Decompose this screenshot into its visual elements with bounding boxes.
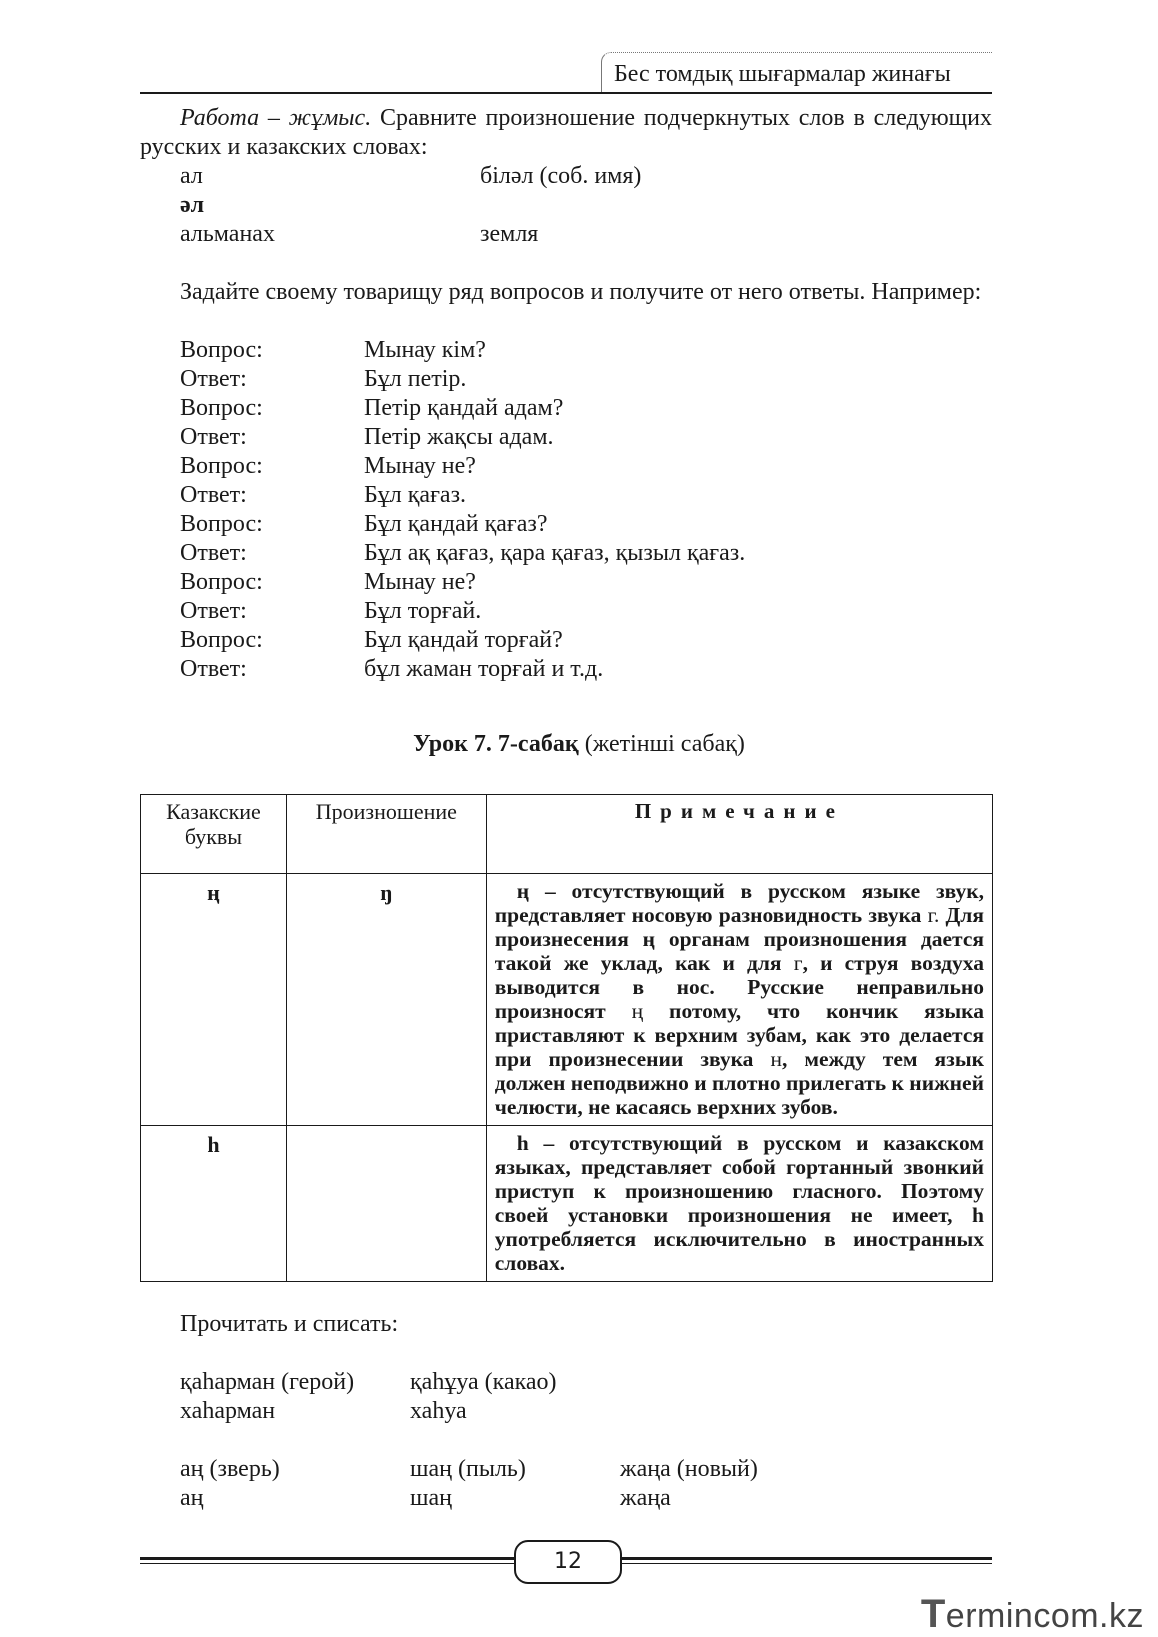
- word-left: әл: [180, 192, 205, 218]
- table-row: [141, 1126, 993, 1282]
- running-header-title: Бес томдық шығармалар жинағы: [614, 61, 951, 87]
- dialog-line: Мынау кім?: [364, 337, 486, 363]
- table-cell-pron: [286, 1126, 486, 1282]
- watermark-initial: T: [920, 1592, 946, 1636]
- table-cell-pron: ŋ: [286, 874, 486, 1126]
- dialog-line: Бұл қағаз.: [364, 482, 467, 508]
- dialog-line: Петір қандай адам?: [364, 395, 564, 421]
- watermark-logo: [921, 1592, 1144, 1637]
- word-right: земля: [480, 221, 539, 247]
- dialog-line: бұл жаман торғай и т.д.: [364, 656, 604, 682]
- desc-text: потому, что кончик языка приставляют к верхним зубам, как это делается при произнесении звука: [494, 999, 984, 1071]
- watermark-text: ermincom.kz: [945, 1597, 1144, 1635]
- task-paragraph: [140, 278, 992, 307]
- read-word: аң: [180, 1485, 204, 1511]
- intro-italic: Работа – жұмыс.: [180, 105, 372, 131]
- read-word: шаң (пыль): [410, 1456, 526, 1482]
- dialog-line: Петір жақсы адам.: [364, 424, 554, 450]
- dialog-role: Ответ:: [180, 366, 247, 392]
- page-number: 12: [514, 1540, 622, 1584]
- table-cell-desc: [486, 1126, 992, 1282]
- dialog-line: Мынау не?: [364, 453, 476, 479]
- word-left: альманах: [180, 221, 275, 247]
- dialog-role: Вопрос:: [180, 627, 263, 653]
- read-word: хаһуа: [410, 1398, 467, 1424]
- lesson-heading-bold: Урок 7. 7-сабақ: [413, 731, 579, 757]
- read-word: жаңа (новый): [620, 1456, 758, 1482]
- table-header: Примечание: [486, 795, 992, 874]
- read-word: хаһарман: [180, 1398, 276, 1424]
- table-cell-letter: ң: [141, 874, 287, 1126]
- dialog-line: Бұл торғай.: [364, 598, 482, 624]
- dialog-role: Ответ:: [180, 598, 247, 624]
- dialog-role: Вопрос:: [180, 453, 263, 479]
- table-header: Казакские буквы: [141, 795, 287, 874]
- desc-text: ң – отсутствующий в русском языке звук, представляет носовую разновидность звука: [494, 879, 984, 927]
- dialog-role: Ответ:: [180, 482, 247, 508]
- read-word: жаңа: [620, 1485, 671, 1511]
- dialog-role: Ответ:: [180, 540, 247, 566]
- intro-paragraph: [140, 104, 992, 162]
- letters-table: [140, 794, 993, 1282]
- lesson-heading-rest: (жетінші сабақ): [578, 731, 745, 757]
- read-task: Прочитать и списать:: [180, 1311, 399, 1337]
- table-cell-letter: h: [141, 1126, 287, 1282]
- desc-text: Для произнесения ң органам произношения дается такой же уклад, как и для: [494, 903, 984, 975]
- table-cell-desc: [486, 874, 992, 1126]
- dialog-role: Вопрос:: [180, 395, 263, 421]
- word-right: біләл (соб. имя): [480, 163, 642, 189]
- dialog-line: Бұл қандай қағаз?: [364, 511, 548, 537]
- desc-text: г.: [927, 903, 940, 927]
- table-header: Произношение: [286, 795, 486, 874]
- dialog-role: Вопрос:: [180, 337, 263, 363]
- dialog-role: Вопрос:: [180, 569, 263, 595]
- desc-text: г: [793, 951, 803, 975]
- desc-text: н: [770, 1047, 782, 1071]
- intro-text: Сравните произношение подчеркнутых слов в следующих русских и казакских словах:: [140, 105, 993, 160]
- table-header-row: [141, 795, 993, 874]
- dialog-role: Ответ:: [180, 656, 247, 682]
- dialog-role: Вопрос:: [180, 511, 263, 537]
- task-text: Задайте своему товарищу ряд вопросов и получите от него ответы. Например:: [180, 279, 982, 305]
- desc-text: ң: [631, 999, 644, 1023]
- dialog-line: Мынау не?: [364, 569, 476, 595]
- header-rule: [140, 92, 992, 94]
- desc-text: h – отсутствующий в русском и казакском языках, представляет собой гортанный звонкий приступ к произношению гласного. Поэтому своей установки произношения не имеет, h употребляется исключительно в иностранных словах.: [494, 1131, 984, 1275]
- read-word: қаһарман (герой): [180, 1369, 355, 1395]
- read-word: аң (зверь): [180, 1456, 280, 1482]
- lesson-heading: [0, 730, 1158, 759]
- dialog-line: Бұл ақ қағаз, қара қағаз, қызыл қағаз.: [364, 540, 746, 566]
- dialog-line: Бұл петір.: [364, 366, 467, 392]
- table-row: [141, 874, 993, 1126]
- desc-text: , и струя воздуха выводится в нос. Русские неправильно произносят: [494, 951, 984, 1023]
- read-word: шаң: [410, 1485, 452, 1511]
- read-word: қаһұуа (какао): [410, 1369, 557, 1395]
- dialog-role: Ответ:: [180, 424, 247, 450]
- dialog-line: Бұл қандай торғай?: [364, 627, 563, 653]
- word-left: ал: [180, 163, 203, 189]
- desc-text: , между тем язык должен неподвижно и плотно прилегать к нижней челюсти, не касаясь верхних зубов.: [494, 1047, 984, 1119]
